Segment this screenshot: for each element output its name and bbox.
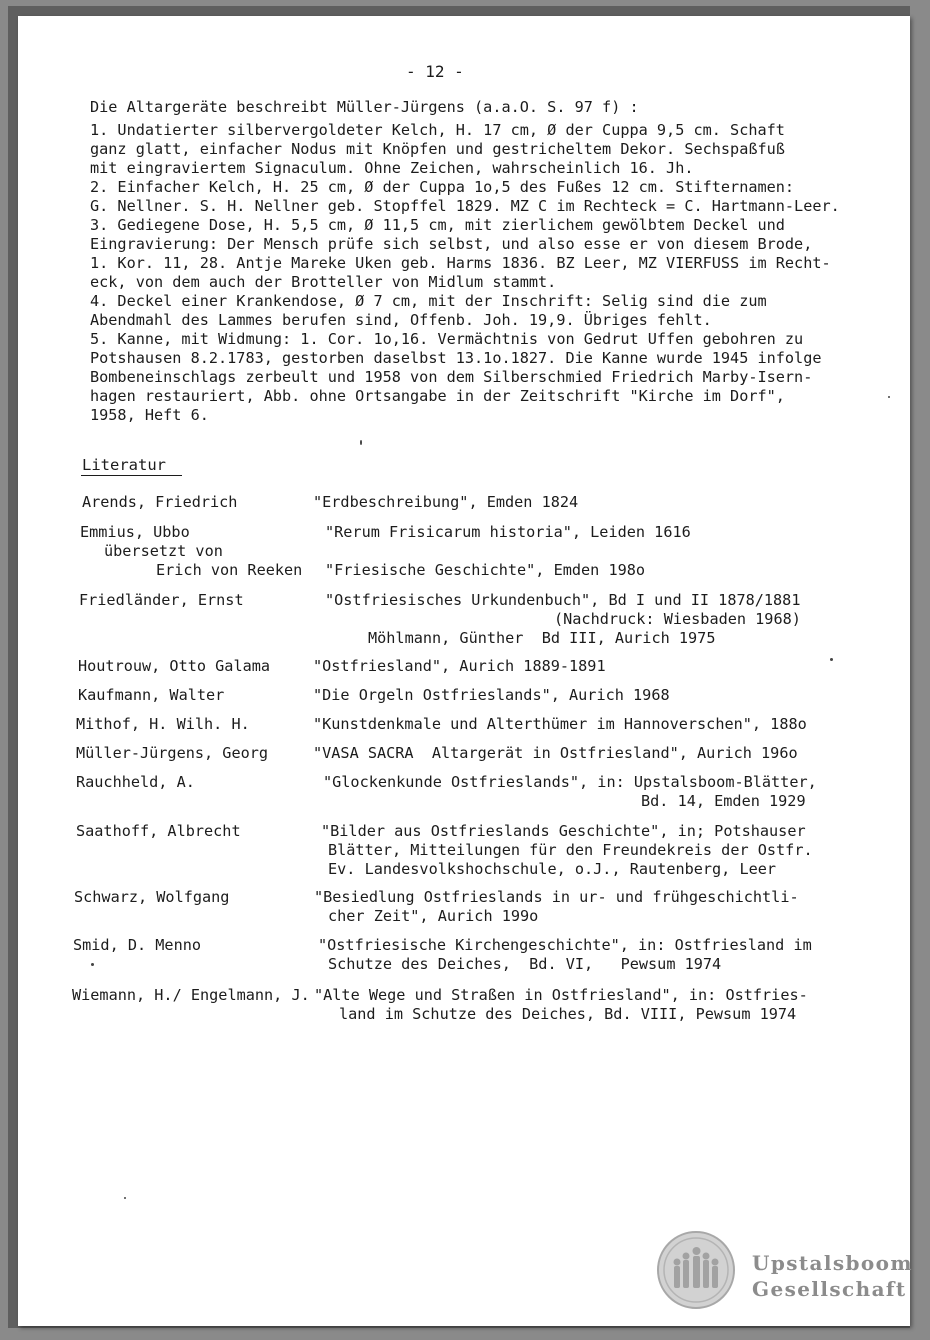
literature-title: land im Schutze des Deiches, Bd. VIII, Pewsum 1974 — [339, 1005, 797, 1023]
literature-author: Müller-Jürgens, Georg — [76, 744, 269, 762]
intro-line: G. Nellner. S. H. Nellner geb. Stopffel 1829. MZ C im Rechteck = C. Hartmann-Leer. — [90, 197, 840, 215]
brand-name-line-1: Upstalsboom — [752, 1251, 913, 1275]
scan-speck — [830, 658, 833, 661]
literature-title: Schutze des Deiches, Bd. VI, Pewsum 1974 — [328, 955, 722, 973]
literature-author: Schwarz, Wolfgang — [74, 888, 230, 906]
literature-title: "Besiedlung Ostfrieslands in ur- und frühgeschichtli- — [314, 888, 799, 906]
intro-line: Abendmahl des Lammes berufen sind, Offenb. Joh. 19,9. Übriges fehlt. — [90, 311, 712, 329]
literature-author: Mithof, H. Wilh. H. — [76, 715, 250, 733]
literature-title: "Kunstdenkmale und Alterthümer im Hannoverschen", 188o — [313, 715, 807, 733]
literature-title: "Rerum Frisicarum historia", Leiden 1616 — [325, 523, 691, 541]
literature-author: übersetzt von — [104, 542, 223, 560]
literature-author: Erich von Reeken — [156, 561, 303, 579]
intro-line: 5. Kanne, mit Widmung: 1. Cor. 1o,16. Vermächtnis von Gedrut Uffen gebohren zu — [90, 330, 804, 348]
intro-line: Bombeneinschlags zerbeult und 1958 von dem Silberschmied Friedrich Marby-Isern- — [90, 368, 813, 386]
literature-title: "Ostfriesisches Urkundenbuch", Bd I und II 1878/1881 — [325, 591, 801, 609]
literature-title: "VASA SACRA Altargerät in Ostfriesland", Aurich 196o — [313, 744, 798, 762]
intro-line: 2. Einfacher Kelch, H. 25 cm, Ø der Cuppa 1o,5 des Fußes 12 cm. Stifternamen: — [90, 178, 795, 196]
literature-title: Blätter, Mitteilungen für den Freundekreis der Ostfr. — [328, 841, 813, 859]
intro-line: ganz glatt, einfacher Nodus mit Knöpfen und gestricheltem Dekor. Sechspaßfuß — [90, 140, 785, 158]
intro-line: eck, von dem auch der Brotteller von Midlum stammt. — [90, 273, 557, 291]
literature-title: Bd. 14, Emden 1929 — [641, 792, 806, 810]
literature-author: Houtrouw, Otto Galama — [78, 657, 271, 675]
literature-heading-underline — [81, 475, 182, 476]
scan-speck — [360, 440, 362, 445]
literature-title: "Erdbeschreibung", Emden 1824 — [313, 493, 579, 511]
literature-author: Smid, D. Menno — [73, 936, 202, 954]
literature-author: Kaufmann, Walter — [78, 686, 225, 704]
literature-title: "Alte Wege und Straßen in Ostfriesland", in: Ostfries- — [314, 986, 808, 1004]
literature-author: Arends, Friedrich — [82, 493, 238, 511]
intro-line: Potshausen 8.2.1783, gestorben daselbst 13.1o.1827. Die Kanne wurde 1945 infolge — [90, 349, 822, 367]
scan-speck — [888, 396, 890, 398]
literature-author: Rauchheld, A. — [76, 773, 195, 791]
literature-title: "Friesische Geschichte", Emden 198o — [325, 561, 646, 579]
scan-speck — [124, 1197, 126, 1199]
literature-title: Ev. Landesvolkshochschule, o.J., Rautenberg, Leer — [328, 860, 777, 878]
brand-name-line-2: Gesellschaft — [752, 1277, 907, 1301]
literature-title: "Ostfriesland", Aurich 1889-1891 — [313, 657, 606, 675]
intro-line: Eingravierung: Der Mensch prüfe sich selbst, und also esse er von diesem Brode, — [90, 235, 813, 253]
literature-title: Möhlmann, Günther Bd III, Aurich 1975 — [368, 629, 716, 647]
page-number: - 12 - — [406, 62, 464, 81]
literature-author: Wiemann, H./ Engelmann, J. — [72, 986, 310, 1004]
intro-line: hagen restauriert, Abb. ohne Ortsangabe in der Zeitschrift "Kirche im Dorf", — [90, 387, 785, 405]
literature-title: cher Zeit", Aurich 199o — [328, 907, 539, 925]
literature-title: "Glockenkunde Ostfrieslands", in: Upstalsboom-Blätter, — [323, 773, 817, 791]
literature-title: "Die Orgeln Ostfrieslands", Aurich 1968 — [313, 686, 670, 704]
literature-author: Emmius, Ubbo — [80, 523, 190, 541]
literature-title: (Nachdruck: Wiesbaden 1968) — [554, 610, 801, 628]
literature-title: "Ostfriesische Kirchengeschichte", in: Ostfriesland im — [318, 936, 812, 954]
intro-line: 3. Gediegene Dose, H. 5,5 cm, Ø 11,5 cm, mit zierlichem gewölbtem Deckel und — [90, 216, 785, 234]
intro-line: 4. Deckel einer Krankendose, Ø 7 cm, mit der Inschrift: Selig sind die zum — [90, 292, 767, 310]
intro-line: mit eingraviertem Signaculum. Ohne Zeichen, wahrscheinlich 16. Jh. — [90, 159, 694, 177]
intro-line: 1958, Heft 6. — [90, 406, 209, 424]
literature-author: Friedländer, Ernst — [79, 591, 244, 609]
intro-line: Die Altargeräte beschreibt Müller-Jürgens (a.a.O. S. 97 f) : — [90, 98, 639, 116]
literature-heading: Literatur — [82, 456, 166, 474]
literature-author: Saathoff, Albrecht — [76, 822, 241, 840]
upstalsboom-seal-logo — [656, 1230, 736, 1310]
intro-line: 1. Undatierter silbervergoldeter Kelch, H. 17 cm, Ø der Cuppa 9,5 cm. Schaft — [90, 121, 785, 139]
intro-line: 1. Kor. 11, 28. Antje Mareke Uken geb. Harms 1836. BZ Leer, MZ VIERFUSS im Recht- — [90, 254, 831, 272]
literature-title: "Bilder aus Ostfrieslands Geschichte", in; Potshauser — [321, 822, 806, 840]
scan-speck — [91, 963, 94, 966]
